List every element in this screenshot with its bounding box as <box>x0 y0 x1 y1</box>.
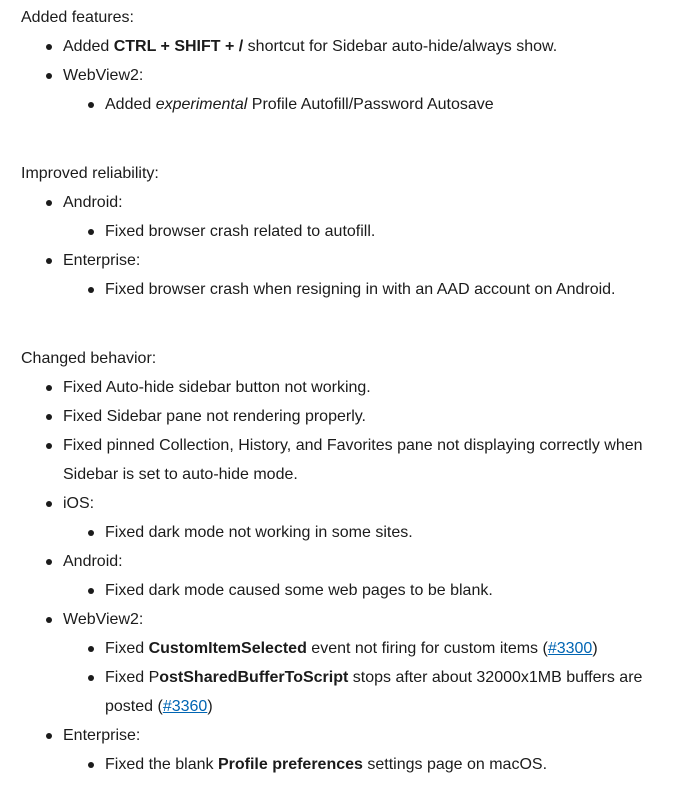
list-item <box>63 634 691 663</box>
list-item <box>21 547 691 605</box>
reliability-list <box>21 188 691 304</box>
webview2-label: WebView2: <box>63 67 144 84</box>
list-item <box>63 750 691 779</box>
changed-behavior-heading: Changed behavior: <box>21 350 157 367</box>
enterprise-label: Enterprise: <box>63 252 141 269</box>
shortcut-text: CTRL + SHIFT + / <box>113 38 244 55</box>
android-sublist <box>63 217 691 246</box>
list-item <box>21 721 691 779</box>
list-item <box>63 663 691 721</box>
list-item <box>21 188 691 246</box>
issue-link-3300[interactable]: #3300 <box>547 640 593 657</box>
api-name-text: ostSharedBufferToScript <box>159 669 349 686</box>
section-gap <box>21 304 691 344</box>
enterprise-label: Enterprise: <box>63 727 141 744</box>
item-text: ) <box>592 640 598 657</box>
api-name-text: CustomItemSelected <box>148 640 307 657</box>
changed-behavior-list <box>21 373 691 779</box>
list-item: Fixed pinned Collection, History, and Favorites pane not displaying correctly when Sidebar is set to auto-hide mode. <box>21 431 691 489</box>
list-item: Fixed dark mode caused some web pages to be blank. <box>63 576 691 605</box>
list-item: Fixed browser crash related to autofill. <box>63 217 691 246</box>
issue-link-3360[interactable]: #3360 <box>162 698 208 715</box>
webview2-label: WebView2: <box>63 611 144 628</box>
added-features-list <box>21 32 691 119</box>
list-item: Fixed Auto-hide sidebar button not working. <box>21 373 691 402</box>
list-item <box>63 90 691 119</box>
list-item <box>21 489 691 547</box>
settings-page-text: Profile preferences <box>217 756 363 773</box>
webview2-sublist <box>63 90 691 119</box>
list-item <box>21 246 691 304</box>
list-item: Fixed Sidebar pane not rendering properly. <box>21 402 691 431</box>
enterprise-sublist <box>63 275 691 304</box>
list-item: Fixed dark mode not working in some sites. <box>63 518 691 547</box>
webview2-sublist <box>63 634 691 721</box>
item-text: event not firing for custom items ( <box>306 640 548 657</box>
item-text: Added <box>105 96 156 113</box>
ios-sublist <box>63 518 691 547</box>
android-label: Android: <box>63 194 123 211</box>
list-item <box>21 61 691 119</box>
list-item <box>21 32 691 61</box>
android-sublist <box>63 576 691 605</box>
ios-label: iOS: <box>63 495 95 512</box>
item-text: ( <box>157 698 163 715</box>
item-text: shortcut for Sidebar auto-hide/always show. <box>243 38 558 55</box>
item-text: Fixed <box>105 640 149 657</box>
enterprise-sublist <box>63 750 691 779</box>
improved-reliability-heading: Improved reliability: <box>21 165 159 182</box>
item-text: settings page on macOS. <box>362 756 548 773</box>
item-text: ) <box>207 698 213 715</box>
item-text: Fixed the blank <box>105 756 218 773</box>
item-text: Added <box>63 38 114 55</box>
section-gap <box>21 119 691 159</box>
added-features-heading: Added features: <box>21 9 134 26</box>
android-label: Android: <box>63 553 123 570</box>
item-text: stops after about 32000x1MB buffers are posted <box>105 669 643 715</box>
list-item <box>21 605 691 721</box>
item-text: Profile Autofill/Password Autosave <box>247 96 494 113</box>
item-text: Fixed P <box>105 669 160 686</box>
list-item: Fixed browser crash when resigning in with an AAD account on Android. <box>63 275 691 304</box>
experimental-text: experimental <box>155 96 248 113</box>
